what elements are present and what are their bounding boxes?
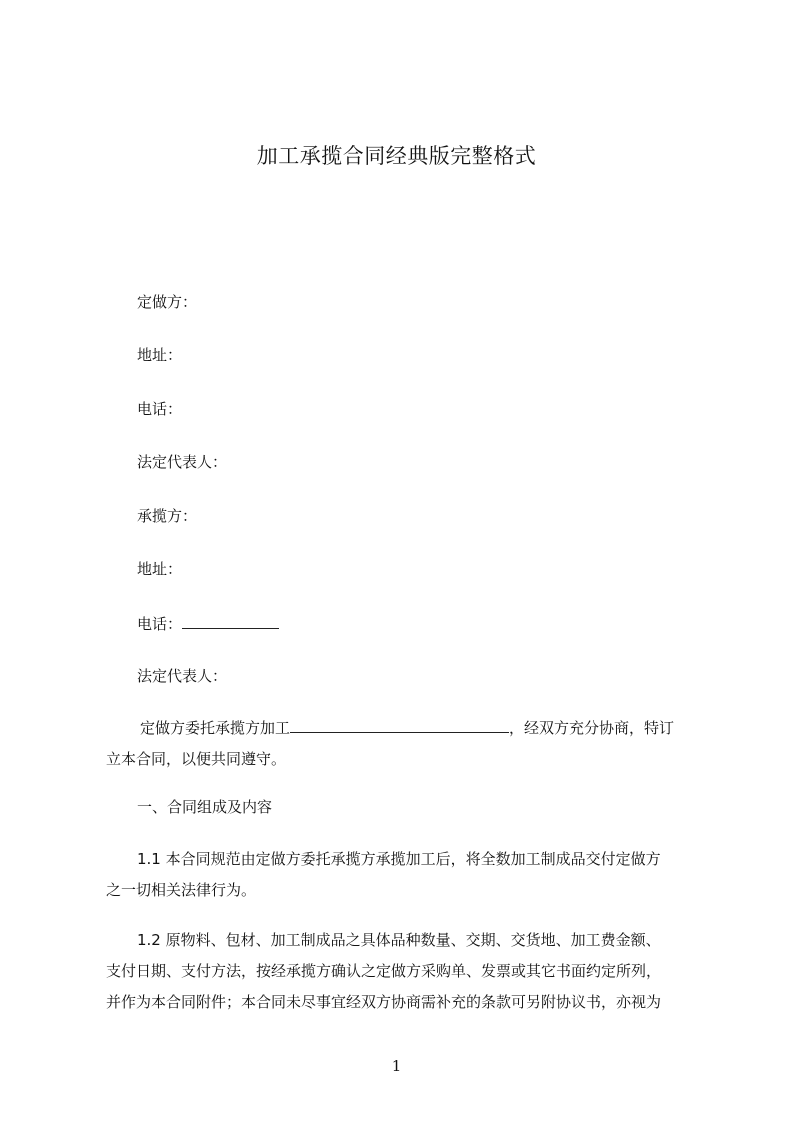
clause-1-1-line-2: 之一切相关法律行为。 [106, 881, 257, 899]
intro-text-after-blank: ，经双方充分协商，特订 [509, 719, 675, 737]
party-a-phone-label: 电话： [137, 400, 183, 418]
product-blank-line [290, 717, 509, 733]
document-title: 加工承揽合同经典版完整格式 [256, 144, 537, 168]
party-a-address-label: 地址： [137, 346, 183, 364]
party-b-label: 承揽方： [137, 507, 198, 525]
section-1-heading: 一、合同组成及内容 [137, 798, 273, 816]
clause-1-1 [106, 844, 700, 906]
party-b-phone-label: 电话： [137, 615, 183, 633]
page-number: 1 [391, 1057, 402, 1075]
party-b-legal-rep-label: 法定代表人： [137, 667, 228, 685]
phone-blank-line [182, 613, 279, 629]
clause-1-2-line-1: 1.2 原物料、包材、加工制成品之具体品种数量、交期、交货地、加工费金额、 [137, 931, 661, 949]
party-b-address-label: 地址： [137, 560, 183, 578]
intro-paragraph [106, 713, 700, 775]
intro-line-1 [106, 713, 700, 744]
party-a-label: 定做方： [137, 293, 198, 311]
clause-1-2-line-3: 并作为本合同附件；本合同未尽事宜经双方协商需补充的条款可另附协议书，亦视为 [106, 993, 662, 1011]
clause-1-2 [106, 925, 700, 1018]
clause-1-1-line-1: 1.1 本合同规范由定做方委托承揽方承揽加工后，将全数加工制成品交付定做方 [137, 850, 661, 868]
intro-line-2: 立本合同，以便共同遵守。 [106, 750, 287, 768]
party-a-legal-rep-label: 法定代表人： [137, 453, 228, 471]
party-b-phone-row [137, 613, 279, 634]
clause-1-2-line-2: 支付日期、支付方法，按经承揽方确认之定做方采购单、发票或其它书面约定所列， [106, 962, 662, 980]
intro-text-before-blank: 定做方委托承揽方加工 [140, 719, 291, 737]
